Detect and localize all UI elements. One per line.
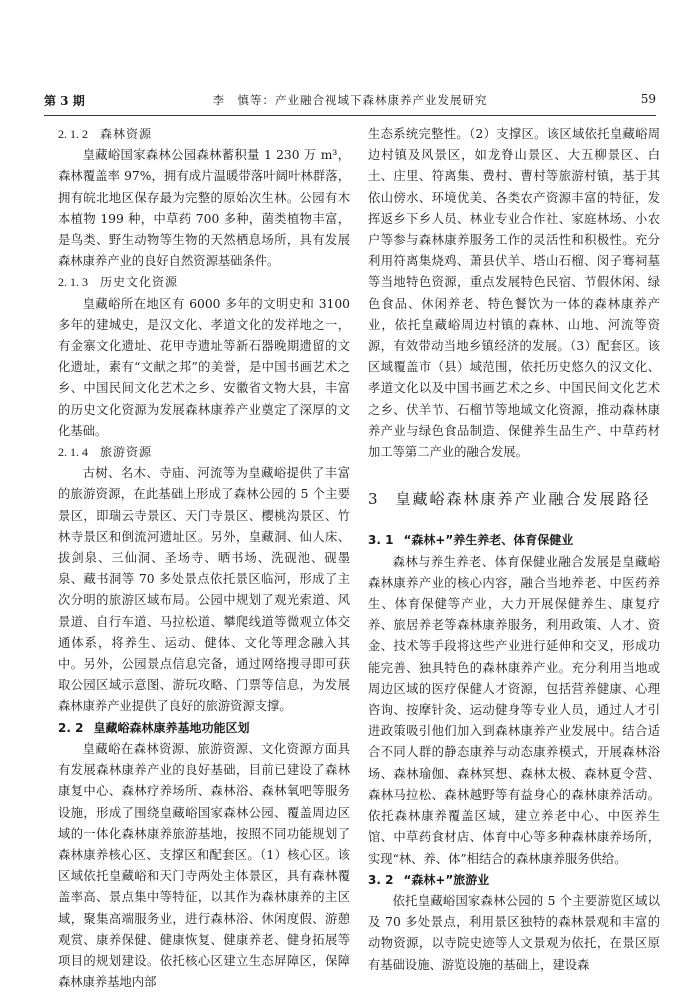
section-title: “森林+”养生养老、体育保健业	[403, 533, 574, 548]
paragraph: 皇藏峪在森林资源、旅游资源、文化资源方面具有发展森林康养产业的良好基础，目前已建设了森林康复中心、森林疗养场所、森林浴、森林氧吧等服务设施，形成了围绕皇藏峪国家森林公园、覆盖周边区域的一体化森林康养旅游基地，按照不同功能规划了森林康养核心区、支撑区和配套区。（1）核心区。该区域依托皇藏峪和天门寺两处主体景区，具有森林覆盖率高、景点集中等特征，以其作为森林康养的主区域，聚集高端服务业，进行森林浴、休闲度假、游憩观赏、康养保健、健康恢复、健康养老、健身拓展等项目的规划建设。依托核心区建立生态屏障区，保障森林康养基地内部	[58, 741, 350, 990]
section-heading-2-1-4	[58, 442, 350, 463]
section-heading-2-2	[58, 718, 350, 739]
section-heading-3	[368, 489, 660, 510]
paragraph: 古树、名木、寺庙、河流等为皇藏峪提供了丰富的旅游资源，在此基础上形成了森林公园的 5 个主要景区，即瑞云寺景区、天门寺景区、樱桃沟景区、竹林寺景区和倒流河遗址区。另外，皇藏洞、仙人床、拔剑泉、三仙洞、圣场寺、晒书场、洗砚池、砚墨泉、藏书洞等 70 多处景点依托景区临河，形成了主次分明的旅游区域布局。公园中规划了观光索道、风景道、自行车道、马拉松道、攀爬线道等微观立体交通体系，将养生、运动、健体、文化等理念融入其中。另外，公园景点信息完备，通过网络搜寻即可获取公园区域示意图、游玩攻略、门票等信息，为发展森林康养产业提供了良好的旅游资源支撑。	[58, 466, 350, 714]
paragraph-continued: 生态系统完整性。（2）支撑区。该区域依托皇藏峪周边村镇及风景区，如龙脊山景区、大五柳景区、白土、庄里、符离集、费村、曹村等旅游村镇，基于其依山傍水、环境优美、各类农产资源丰富的特征，发挥返乡下乡人员、林业专业合作社、家庭林场、小农户等参与森林康养服务工作的灵活性和积极性。充分利用符离集烧鸡、萧县伏羊、塔山石榴、闵子骞祠墓等当地特色资源，重点发展特色民宿、节假休闲、绿色食品、休闲养老、特色餐饮为一体的森林康养产业，依托皇藏峪周边村镇的森林、山地、河流等资源，有效带动当地乡镇经济的发展。（3）配套区。该区域覆盖市（县）域范围，依托历史悠久的汉文化、孝道文化以及中国书画艺术之乡、中国民间文化艺术之乡、伏羊节、石榴节等地域文化资源，推动森林康养产业与绿色食品制造、保健养生品生产、中草药材加工等第二产业的融合发展。	[368, 127, 660, 460]
paragraph: 皇藏峪所在地区有 6000 多年的文明史和 3100 多年的建城史，是汉文化、孝道文化的发祥地之一，有金寨文化遗址、花甲寺遗址等新石器晚期遗留的文化遗址，素有“文献之邦”的美誉，是中国书画艺术之乡、中国民间文化艺术之乡、安徽省文物大县，丰富的历史文化资源为发展森林康养产业奠定了深厚的文化基础。	[58, 296, 350, 438]
section-title: 历史文化资源	[100, 275, 179, 290]
paragraph: 森林与养生养老、体育保健业融合发展是皇藏峪森林康养产业的核心内容，融合当地养老、中医药养生、体育保健等产业，大力开展保健养生、康复疗养、旅居养老等森林康养服务，利用政策、人才、资金、技术等手段将这些产业进行延伸和交叉，形成功能完善、独具特色的森林康养产业。充分利用当地或周边区域的医疗保健人才资源，包括营养健康、心理咨询、按摩针灸、运动健身等专业人员，通过人才引进政策吸引他们加入到森林康养产业发展中。结合适合不同人群的静态康养与动态康养模式，开展森林浴场、森林瑜伽、森林冥想、森林太极、森林夏令营、森林马拉松、森林越野等有益身心的森林康养活动。依托森林康养覆盖区域，建立养老中心、中医养生馆、中草药食材店、体育中心等多种森林康养场所，实现“林、养、体”相结合的森林康养服务供给。	[368, 554, 660, 866]
section-title: 皇藏峪森林康养产业融合发展路径	[395, 490, 651, 509]
left-column	[58, 124, 350, 993]
section-title: 皇藏峪森林康养基地功能区划	[93, 720, 250, 735]
paragraph: 依托皇藏峪国家森林公园的 5 个主要游览区域以及 70 多处景点，利用景区独特的森林景观和丰富的动物资源，以寺院史迹等人文景观为依托，在景区原有基础设施、游览设施的基础上，建设森	[368, 893, 660, 972]
section-heading-3-2	[368, 870, 660, 891]
section-title: “森林+”旅游业	[403, 872, 490, 887]
running-title: 李 慎等：产业融合视域下森林康养产业发展研究	[212, 93, 488, 107]
section-heading-2-1-2	[58, 124, 350, 145]
section-number: 3. 2	[368, 872, 394, 887]
section-number: 2. 2	[58, 720, 84, 735]
header-rule	[44, 115, 656, 116]
section-number: 2. 1. 4	[58, 445, 88, 460]
paragraph: 皇藏峪国家森林公园森林蓄积量 1 230 万 m³，森林覆盖率 97%，拥有成片温暖带落叶阔叶林群落，拥有皖北地区保存最为完整的原始次生林。公园有木本植物 199 种，中草药 700 多种，菌类植物丰富，是鸟类、野生动物等生物的天然栖息场所，具有发展森林康养产业的良好自然资源基础条件。	[58, 148, 350, 269]
page-number: 59	[640, 92, 656, 106]
section-title: 森林资源	[100, 127, 153, 141]
section-number: 3. 1	[368, 533, 394, 548]
page-header	[44, 92, 656, 114]
section-number: 2. 1. 3	[58, 275, 88, 290]
journal-issue: 第 3 期	[44, 94, 85, 108]
section-number: 3	[368, 490, 380, 509]
section-heading-3-1	[368, 530, 660, 551]
right-column	[368, 124, 660, 976]
section-number: 2. 1. 2	[58, 127, 88, 141]
section-title: 旅游资源	[100, 445, 153, 460]
section-heading-2-1-3	[58, 272, 350, 293]
